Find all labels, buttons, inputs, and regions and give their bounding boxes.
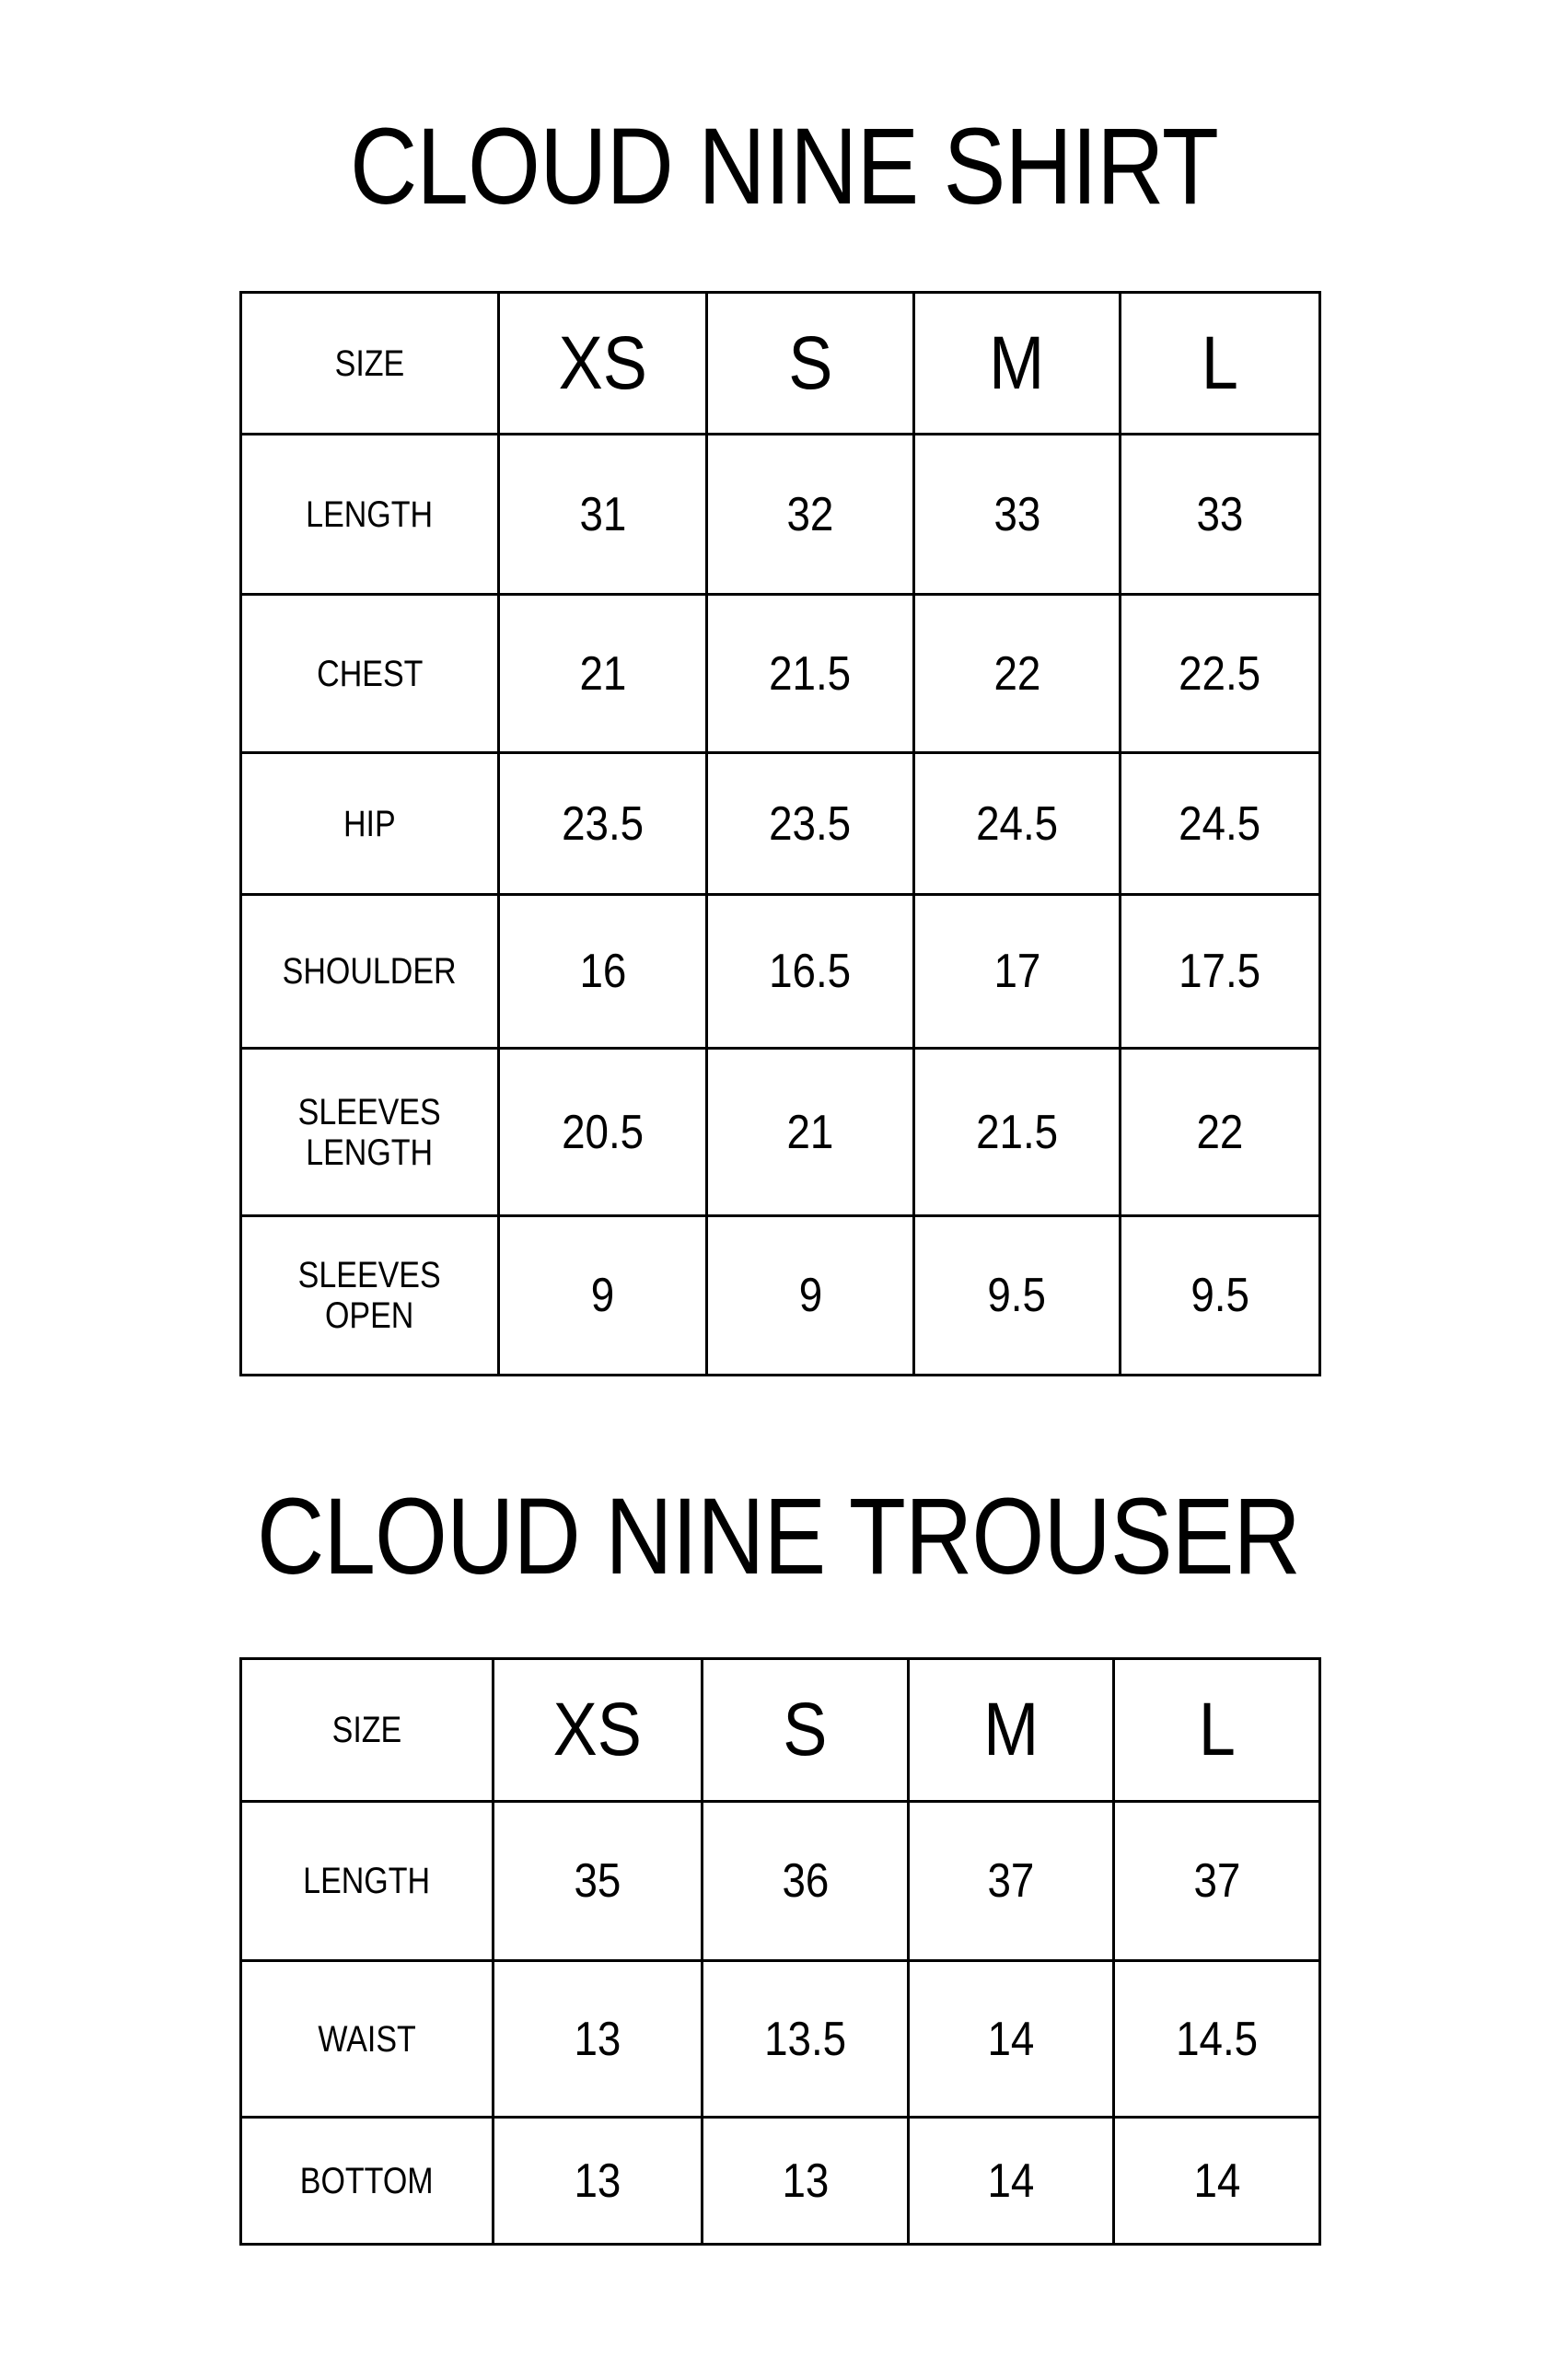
row-label: LENGTH bbox=[306, 493, 434, 535]
cell-value: 33 bbox=[1196, 487, 1244, 541]
row-label-line1: SLEEVES bbox=[298, 1091, 441, 1132]
cell-value: 9.5 bbox=[987, 1269, 1047, 1322]
row-label: LENGTH bbox=[303, 1861, 431, 1901]
cell-value: 13 bbox=[782, 2154, 829, 2208]
cell-value: 9 bbox=[798, 1269, 822, 1322]
size-xs: XS bbox=[552, 1688, 643, 1771]
size-s: S bbox=[783, 1688, 828, 1771]
cell-value: 9 bbox=[590, 1269, 615, 1322]
cell-value: 24.5 bbox=[975, 796, 1059, 851]
cell-value: 20.5 bbox=[561, 1105, 645, 1159]
cell-value: 32 bbox=[786, 487, 834, 541]
cell-value: 13.5 bbox=[763, 2012, 847, 2066]
table-row bbox=[241, 595, 1320, 753]
size-l: L bbox=[1201, 320, 1239, 405]
size-xs: XS bbox=[558, 320, 647, 405]
table-row bbox=[241, 1049, 1320, 1216]
cell-value: 16 bbox=[579, 945, 626, 998]
size-m: M bbox=[982, 1688, 1040, 1771]
size-label: SIZE bbox=[331, 1710, 402, 1750]
cell-value: 33 bbox=[993, 487, 1040, 541]
table-row bbox=[241, 895, 1320, 1049]
cell-value: 31 bbox=[579, 487, 626, 541]
cell-value: 21 bbox=[579, 646, 626, 701]
table-row bbox=[241, 1961, 1320, 2118]
shirt-size-table bbox=[239, 291, 1321, 1376]
cell-value: 35 bbox=[574, 1854, 621, 1908]
cell-value: 14 bbox=[987, 2154, 1035, 2208]
cell-value: 22 bbox=[1196, 1105, 1244, 1159]
cell-value: 14 bbox=[987, 2012, 1035, 2066]
row-label-line1: SLEEVES bbox=[298, 1255, 441, 1295]
row-label bbox=[298, 1092, 441, 1173]
table-row bbox=[241, 435, 1320, 595]
cell-value: 14 bbox=[1193, 2154, 1240, 2208]
table-row bbox=[241, 1216, 1320, 1376]
row-label: HIP bbox=[343, 803, 396, 844]
cell-value: 37 bbox=[987, 1854, 1035, 1908]
cell-value: 14.5 bbox=[1175, 2012, 1259, 2066]
cell-value: 23.5 bbox=[561, 796, 645, 851]
cell-value: 37 bbox=[1193, 1854, 1240, 1908]
cell-value: 21 bbox=[786, 1105, 834, 1159]
cell-value: 21.5 bbox=[769, 646, 852, 701]
table-row bbox=[241, 2118, 1320, 2245]
row-label bbox=[298, 1255, 441, 1336]
cell-value: 23.5 bbox=[769, 796, 852, 851]
shirt-title: CLOUD NINE SHIRT bbox=[350, 106, 1218, 227]
row-label: SHOULDER bbox=[283, 951, 457, 992]
size-m: M bbox=[989, 320, 1045, 405]
cell-value: 16.5 bbox=[769, 945, 852, 998]
cell-value: 9.5 bbox=[1191, 1269, 1249, 1322]
trouser-size-table bbox=[239, 1657, 1321, 2246]
cell-value: 22 bbox=[993, 646, 1040, 701]
row-label-line2: LENGTH bbox=[306, 1132, 434, 1173]
cell-value: 21.5 bbox=[975, 1105, 1059, 1159]
cell-value: 24.5 bbox=[1179, 796, 1261, 851]
cell-value: 17 bbox=[993, 945, 1040, 998]
table-row bbox=[241, 1802, 1320, 1961]
size-s: S bbox=[787, 320, 833, 405]
shirt-header-row bbox=[241, 293, 1320, 435]
cell-value: 13 bbox=[574, 2154, 621, 2208]
cell-value: 22.5 bbox=[1179, 646, 1261, 701]
row-label: BOTTOM bbox=[300, 2160, 434, 2201]
row-label: CHEST bbox=[316, 653, 424, 694]
trouser-header-row bbox=[241, 1659, 1320, 1802]
size-label: SIZE bbox=[334, 343, 405, 384]
trouser-title: CLOUD NINE TROUSER bbox=[257, 1476, 1300, 1597]
size-l: L bbox=[1198, 1688, 1236, 1771]
row-label-line2: OPEN bbox=[325, 1295, 414, 1336]
cell-value: 36 bbox=[782, 1854, 829, 1908]
row-label: WAIST bbox=[318, 2018, 416, 2060]
table-row bbox=[241, 753, 1320, 895]
cell-value: 13 bbox=[574, 2012, 621, 2066]
cell-value: 17.5 bbox=[1179, 945, 1261, 998]
